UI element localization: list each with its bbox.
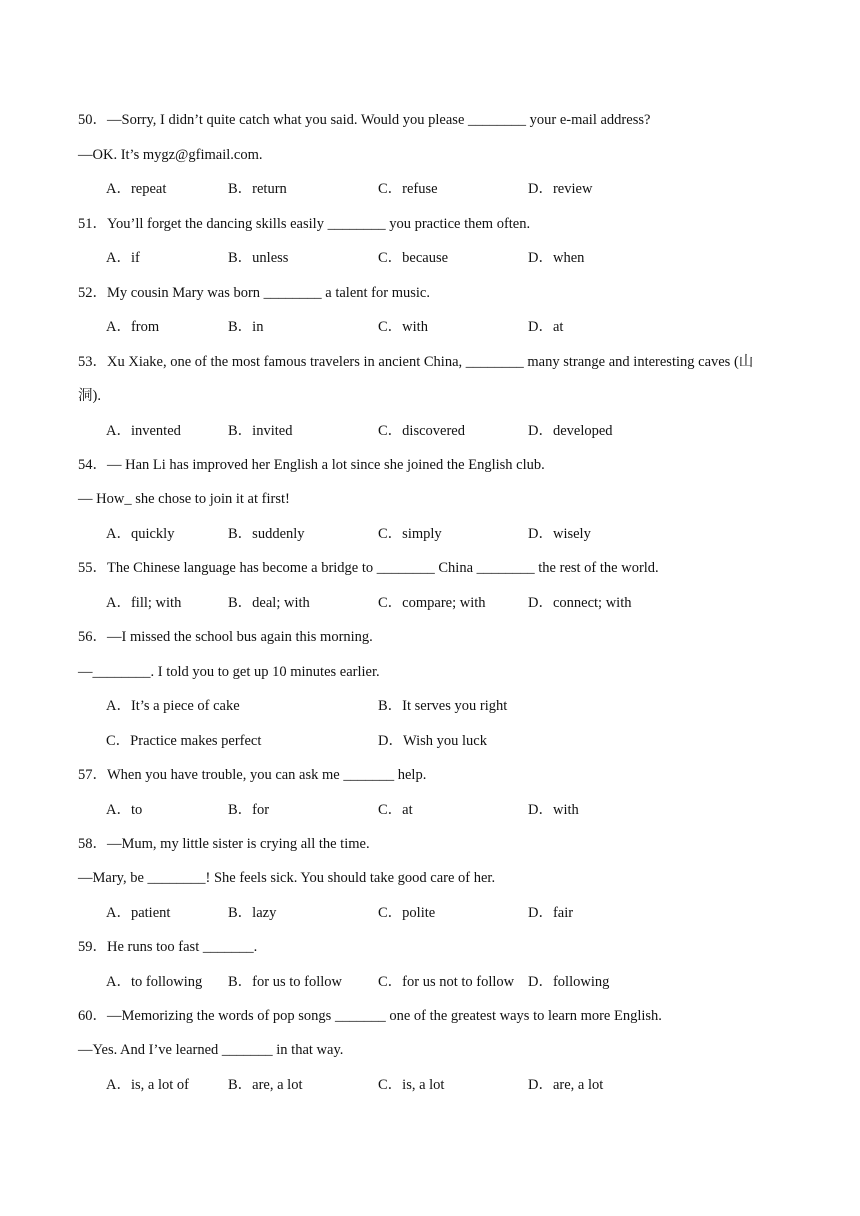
question-54-response: — How_ she chose to join it at first! xyxy=(78,491,290,507)
question-59-option-b: B．for us to follow xyxy=(228,974,342,990)
question-57-option-d: D．with xyxy=(528,802,579,818)
question-57-option-c: C．at xyxy=(378,802,413,818)
question-52-option-a: A．from xyxy=(106,319,160,335)
question-53-option-c: C．discovered xyxy=(378,423,465,439)
question-50-option-d: D．review xyxy=(528,181,593,197)
question-53-stem: 53．Xu Xiake, one of the most famous travelers in ancient China, ________ many strange and interesting caves (山 xyxy=(78,354,754,370)
question-54-option-c: C．simply xyxy=(378,526,442,542)
question-58-option-d: D．fair xyxy=(528,905,574,921)
question-60-option-c: C．is, a lot xyxy=(378,1077,445,1093)
question-54-stem: 54．— Han Li has improved her English a lot since she joined the English club. xyxy=(78,457,545,473)
question-58-stem: 58．—Mum, my little sister is crying all the time. xyxy=(78,836,370,852)
question-55-option-d: D．connect; with xyxy=(528,595,632,611)
question-52-option-d: D．at xyxy=(528,319,564,335)
question-52-stem: 52．My cousin Mary was born ________ a talent for music. xyxy=(78,285,430,301)
question-58-option-c: C．polite xyxy=(378,905,436,921)
question-50-option-c: C．refuse xyxy=(378,181,438,197)
question-56-stem: 56．—I missed the school bus again this morning. xyxy=(78,629,373,645)
question-57-stem: 57．When you have trouble, you can ask me _______ help. xyxy=(78,767,427,783)
question-55-option-a: A．fill; with xyxy=(106,595,182,611)
question-58-option-a: A．patient xyxy=(106,905,171,921)
question-53-option-d: D．developed xyxy=(528,423,613,439)
question-52-option-b: B．in xyxy=(228,319,264,335)
question-53-option-b: B．invited xyxy=(228,423,293,439)
question-60-option-b: B．are, a lot xyxy=(228,1077,303,1093)
question-59-option-c: C．for us not to follow xyxy=(378,974,515,990)
question-55-option-b: B．deal; with xyxy=(228,595,310,611)
question-57-option-a: A．to xyxy=(106,802,143,818)
question-58-response: —Mary, be ________! She feels sick. You should take good care of her. xyxy=(78,870,496,886)
question-50-response: —OK. It’s mygz@gfimail.com. xyxy=(78,147,263,163)
question-59-option-d: D．following xyxy=(528,974,610,990)
question-54-option-d: D．wisely xyxy=(528,526,591,542)
question-56-option-c: C．Practice makes perfect xyxy=(106,733,262,749)
question-60-stem: 60．—Memorizing the words of pop songs _______ one of the greatest ways to learn more English. xyxy=(78,1008,662,1024)
question-58-option-b: B．lazy xyxy=(228,905,277,921)
question-54-option-b: B．suddenly xyxy=(228,526,305,542)
question-51-option-b: B．unless xyxy=(228,250,289,266)
question-52-option-c: C．with xyxy=(378,319,428,335)
question-50-stem: 50．—Sorry, I didn’t quite catch what you said. Would you please ________ your e-mail address? xyxy=(78,112,651,128)
question-56-response: —________. I told you to get up 10 minutes earlier. xyxy=(78,664,380,680)
question-56-option-a: A．It’s a piece of cake xyxy=(106,698,240,714)
question-56-option-d: D．Wish you luck xyxy=(378,733,487,749)
question-60-option-a: A．is, a lot of xyxy=(106,1077,189,1093)
question-59-option-a: A．to following xyxy=(106,974,203,990)
question-55-option-c: C．compare; with xyxy=(378,595,486,611)
question-57-option-b: B．for xyxy=(228,802,270,818)
question-53-option-a: A．invented xyxy=(106,423,181,439)
question-56-option-b: B．It serves you right xyxy=(378,698,508,714)
question-53-stem-continued: 洞). xyxy=(78,388,101,404)
question-54-option-a: A．quickly xyxy=(106,526,175,542)
question-51-stem: 51．You’ll forget the dancing skills easily ________ you practice them often. xyxy=(78,216,531,232)
question-51-option-c: C．because xyxy=(378,250,449,266)
question-51-option-a: A．if xyxy=(106,250,140,266)
question-50-option-a: A．repeat xyxy=(106,181,167,197)
question-60-option-d: D．are, a lot xyxy=(528,1077,604,1093)
question-51-option-d: D．when xyxy=(528,250,585,266)
question-59-stem: 59．He runs too fast _______. xyxy=(78,939,258,955)
question-50-option-b: B．return xyxy=(228,181,287,197)
question-55-stem: 55．The Chinese language has become a bridge to ________ China ________ the rest of the world. xyxy=(78,560,659,576)
question-60-response: —Yes. And I’ve learned _______ in that way. xyxy=(78,1042,344,1058)
